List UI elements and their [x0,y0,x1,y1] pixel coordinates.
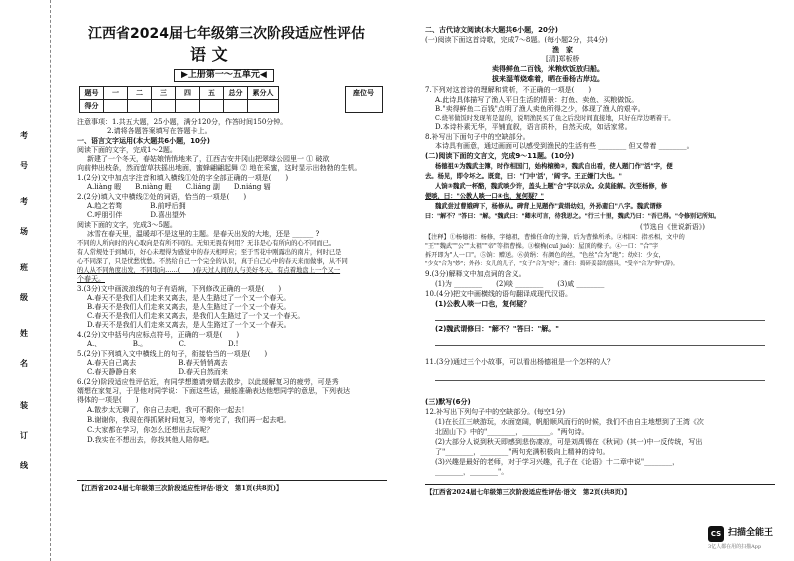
fill-in-line[interactable]: 了"________，________"两句充满积极向上精神的诗句。 [435,448,610,456]
section-heading: (三)默写(6分) [425,398,471,406]
passage-line: 的人从不同角度出发，不同取向……( )春天过人间的人与美好冬天，有点着地盘上一个又一 [77,267,341,274]
question-options[interactable]: C.烧苇做饭时发现苇是湿的，说明渔民买了鱼之后没时间直接地，只好在岸边晒着干。 [435,115,675,122]
question-options[interactable]: D.本诗朴素无华，平铺直叙，语言质朴，自然天成，如话家常。 [435,123,632,131]
section-heading: 二、古代诗文阅读(本大题共6小题，20分) [425,26,559,34]
passage-line: 向前伸出枝条，然而萤草扶摇出地面，蜜蜂翩翩起舞 ② 地在采蜜，这时显示出勃勃的生机。 [77,164,362,172]
score-cell[interactable] [176,100,200,113]
score-cell: 二 [128,87,152,100]
annotation: 拆开即为"人一口"。⑤饷：赠送。⑥黄绢：有颜色的丝，"色丝"合为"绝"；幼妇：少女， [425,252,665,259]
question-options[interactable]: A.春天自己离去 B.春天悄悄离去 [87,359,228,367]
score-cell[interactable] [104,100,128,113]
score-cell: 累分人 [248,87,279,100]
binding-label: 级 [20,292,28,302]
score-cell[interactable] [224,100,248,113]
binding-label: 考 [20,130,28,140]
fill-in-line[interactable]: (3)兴趣是最好的老师，对于学习兴趣，孔子在《论语》十二章中说"________， [435,458,680,466]
score-cell[interactable] [200,100,224,113]
question-options[interactable]: D.春天不是我们人们走来又离去，是人生路过了一个又一个春天。 [87,321,291,329]
score-cell[interactable] [152,100,176,113]
question-options[interactable]: C.呼朋引伴 D.喜出望外 [87,211,186,219]
question-options[interactable]: A.趋之若骛 B.前呼后拥 [87,202,186,210]
score-cell: 一 [104,87,128,100]
divider [425,484,775,485]
annotation: "王""魏武""公""太祖""帝"等指曹操。③榱桷(cuī jué)：屋顶的椽子。④一口："合"字 [425,243,659,250]
fill-in-line[interactable]: (1)在长江三峡游玩，水面宽阔，帆船顺风而行的时候，我们不由自主地想到了王湾《次 [435,418,704,426]
score-cell: 得分 [80,100,104,113]
poem-line: 拔来湿苇烧难着，晒在垂杨古岸边。 [492,75,604,83]
fill-in-line[interactable]: ________，________"。 [435,468,509,476]
question-options[interactable]: A.liàng 暇 B.niàng 暇 C.liáng 副 D.niáng 辐 [87,183,271,191]
passage-line: 有人常规处于到城市，好心未理得为感觉中的春天相呼应；至于雪花中刚露出的南片，何时已是 [77,249,342,256]
classical-text: 人饷③魏武一杯酪，魏武啖少许，盖头上题"合"字以示众。众莫能解。次至杨修，修 [435,183,668,190]
binding-label: 线 [20,460,28,470]
question-12: 12.补写出下列句子中的空缺部分。(每空1分) [425,408,566,416]
binding-label: 装 [20,400,28,410]
binding-label: 场 [20,226,28,236]
notice: 注意事项：1.共五大题，25小题，满分120分，作答时间150分钟。 [77,118,288,126]
binding-label: 号 [20,160,28,170]
binding-label: 名 [20,358,28,368]
annotation: "少女"合为"妙"；外孙：女儿的儿子，"女子"合为"好"；齑臼：捣碎姜蒜的器具，"受辛"合为"辤"(辞)。 [425,261,679,267]
question-6: 6.(2分)阶段适应性评估近，有同学想邀请旁婿去散步，以此缓解复习的疲劳，可是秀 [77,378,339,386]
binding-label: 考 [20,196,28,206]
score-cell[interactable] [128,100,152,113]
passage-line: 心不同深了，只是忧愁忧愁。不然给自己一个完全的认识，真于自己心中的春天来而做事，从不同 [77,258,348,265]
question-options[interactable]: C.春天静静自来 D.春天自然而来 [87,368,228,376]
reading-instruction: 阅读下面的文字，完成1～2题。 [77,146,177,154]
classical-text: 便啖，曰："公教人啖一口④也，复何疑？" [425,193,544,200]
fill-in-line[interactable]: (2)大部分人说到秋天即感到悲伤凄凉，可是刘禹锡在《秋词》(其一)中一反传统，写出 [435,438,703,446]
answer-line[interactable] [435,380,765,381]
page-footer: 【江西省2024届七年级第三次阶段适应性评估·语文 第2页(共8页)】 [426,488,631,496]
question-4: 4.(2分)文中括号内应标点符号，正确的一项是( ) [77,331,240,339]
binding-label: 班 [20,262,28,272]
score-cell: 三 [152,87,176,100]
question-options[interactable]: B.谢谢你，我现在得抓紧时间复习，等考完了，我们再一起去吧。 [87,416,291,424]
score-table [79,86,279,113]
seat-label: 座位号 [353,89,374,97]
passage-line: 个春天。 [77,275,105,283]
subject-title: 语 文 [190,45,228,64]
translate-sentence: (2)魏武谓修曰："解不？"答曰："解。" [435,325,559,333]
score-cell: 总分 [224,87,248,100]
binding-strip [6,0,51,561]
question-5: 5.(2分)下列填入文中横线上的句子，衔接恰当的一项是( ) [77,350,268,358]
seat-box [345,86,383,113]
passage-line: 冰雪在春天里，温暖却不是这里的主题。是春天出发的大地，还是 ______ ? [87,230,320,238]
question-options[interactable]: C.春天不是我们人们走来又离去，是我们人生路过了一个又一个春天。 [87,312,305,320]
binding-label: 订 [20,430,28,440]
score-cell[interactable] [248,100,279,113]
score-cell: 题号 [80,87,104,100]
fill-in-line[interactable]: 北固山下》中的"________，________。"两句诗。 [435,428,589,436]
scope-label: ▶上册第一～五单元◀ [174,69,274,82]
exam-title: 江西省2024届七年级第三次阶段适应性评估 [88,26,365,42]
answer-blanks[interactable]: (1)为 ________ (2)啖 ________ (3)咸 ________ [435,280,605,288]
section-heading: 一、语言文字运用(本大题共6小题，10分) [77,137,211,145]
page-footer: 【江西省2024届七年级第三次阶段适应性评估·语文 第1页(共8页)】 [78,484,283,492]
poem-author: [清]郑板桥 [546,55,580,63]
poem-title: 渔 家 [552,46,573,54]
question-options[interactable]: A.、 B.。 C. D.! [87,340,239,348]
scanner-tagline: 3亿人都在用的扫描App [708,544,762,550]
translate-sentence: (1)公教人啖一口也，复何疑？ [435,300,531,308]
notice2: 2.请将各题答案填写在答题卡上。 [107,127,212,135]
passage-line: 不同的人所向时的内心取向是有所不同的。无知无畏有何用？无非是心有所向的心不同而已。 [77,240,336,247]
question-options[interactable]: A.此诗具体描写了渔人平日生活的情景：打鱼、卖鱼、买粮做饭。 [435,96,639,104]
question-6: 婿想在家复习，于是他对同学说：下面这些话，最能准确表达他想同学的意思，下列表达 [77,387,350,395]
question-options[interactable]: A.散步太无聊了，你自己去吧，我可不跟你一起去！ [87,406,249,414]
question-options[interactable]: C.大家都在学习，你怎么还想出去玩呢？ [87,426,214,434]
question-10: 10.(4分)把文中画横线的语句翻译成现代汉语。 [425,290,573,298]
question-7: 7.下列对这首诗的理解和赏析，不正确的一项是( ) [425,86,592,94]
question-6: 得体的一项是( ) [77,396,139,404]
classical-text: 曰："解不？"答曰："解。"魏武曰："卿未可言，待我思之。"行三十里，魏武乃曰："吾已得。"令修别记所知。 [425,213,721,220]
question-2: 2.(2分)填入文中横线②处的词语，恰当的一项是( ) [77,193,247,201]
question-3: 3.(3分)文中画波浪线的句子有语病，下列修改正确的一项是( ) [77,285,282,293]
classical-text: 杨德祖①为魏武主簿，时作相国门，始构榱桷②，魏武自出看，使人题门作"活"字，便 [435,163,673,170]
question-options[interactable]: B.春天不是我们人们走来又离去，是人生路过了一个又一个春天。 [87,303,291,311]
question-options[interactable]: B."卖得鲜鱼二百钱"点明了渔人卖鱼所得之少，体现了渔人的艰辛。 [435,105,645,113]
question-8-prompt: 本诗具有画意，通过画面可以感受到渔民的生活有些 ________ 但又带着 ________。 [435,142,694,150]
question-11: 11.(3分)通过三个小故事，可以看出杨德祖是一个怎样的人？ [425,358,615,366]
poem-line: 卖得鲜鱼二百钱，米粮炊饭放归船。 [492,65,604,73]
question-options[interactable]: A.春天不是我们人们走来又离去，是人生路过了一个又一个春天。 [87,294,291,302]
question-1: 1.(2分)文中加点字注音和填入横线①处的字全部正确的一项是( ) [77,174,289,182]
scanner-name: 扫描全能王 [728,528,774,538]
question-8: 8.补写出下面句子中的空缺部分。 [425,133,530,141]
annotation: 【注释】①杨德祖：杨修，字德祖，曹操任命的主簿，后为曹操所杀。②相国：指丞相，文中的 [425,234,685,241]
score-cell: 五 [200,87,224,100]
passage-line: 新建了一个冬天，春姑娘悄悄地来了，江西吉安井冈山把翠绿公园里一 ① 破欲 [87,155,330,163]
score-cell: 四 [176,87,200,100]
subsection-heading: (二)阅读下面的文言文，完成9～11题。(10分) [425,152,575,160]
binding-label: 姓 [20,328,28,338]
question-9: 9.(3分)解释文中加点词的含义。 [425,270,526,278]
answer-line[interactable] [435,345,765,346]
subsection-heading: (一)阅读下面这首诗歌，完成7～8题。(每小题2分，共4分) [425,36,608,44]
question-options[interactable]: D.我实在不想出去，你找其他人陪你吧。 [87,436,214,444]
source-note: (节选自《世说新语》) [640,223,705,231]
classical-text: 魏武尝过曹娥碑下，杨修从。碑背上见题作"黄绢幼妇，外孙齑臼"八字。魏武谓修 [435,203,662,210]
reading-instruction: 阅读下面的文字，完成3～5题。 [77,221,177,229]
divider [77,480,387,481]
answer-line[interactable] [435,320,765,321]
cs-logo-icon: CS [708,526,724,542]
classical-text: 去。杨见，即令坏之。既竟，曰："门中'活'，'阔'字。王正嫌门大也。" [425,173,622,180]
